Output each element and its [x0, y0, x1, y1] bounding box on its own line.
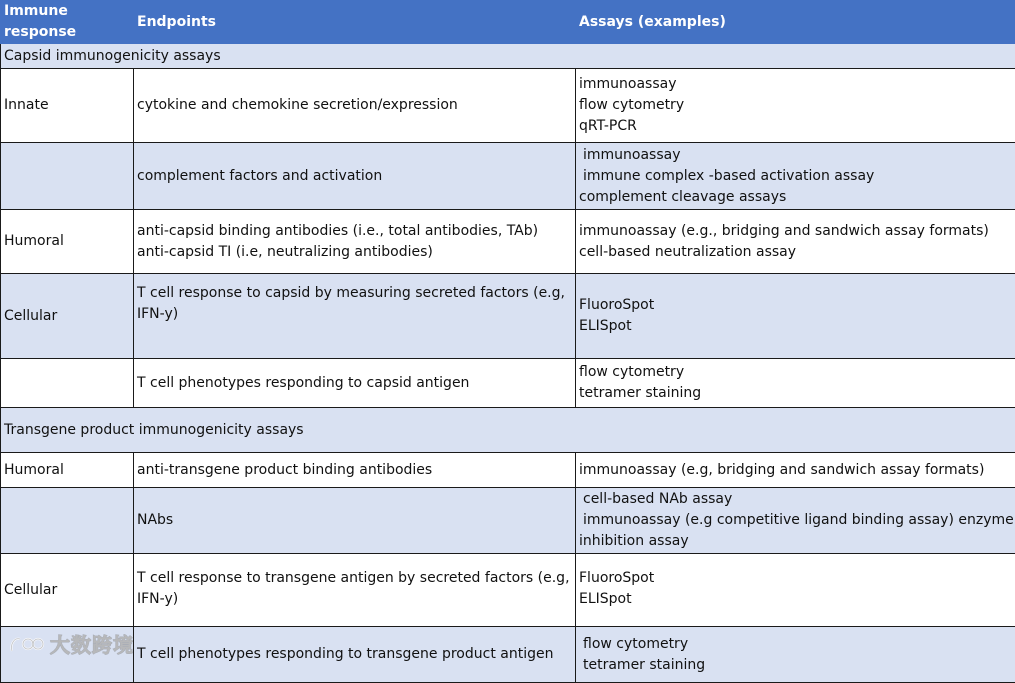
section-title: Transgene product immunogenicity assays: [1, 408, 1015, 453]
assay-line: cell-based NAb assay: [579, 489, 1012, 510]
assays-cell: [576, 488, 1015, 554]
assay-line: FluoroSpot: [579, 295, 1012, 316]
table-row: [1, 554, 1015, 627]
section-row-transgene: [1, 408, 1015, 453]
response-cell: Cellular: [1, 554, 134, 627]
endpoint-line: IFN-y): [137, 304, 572, 325]
assay-line: cell-based neutralization assay: [579, 242, 1012, 263]
table-row: [1, 274, 1015, 359]
assay-line: immunoassay: [579, 74, 1012, 95]
assay-line: qRT-PCR: [579, 116, 1012, 137]
endpoint-line: anti-transgene product binding antibodies: [137, 460, 572, 481]
endpoint-cell: [134, 359, 576, 408]
assay-line: tetramer staining: [579, 655, 1012, 676]
endpoint-cell: [134, 488, 576, 554]
header-endpoints: Endpoints: [134, 1, 576, 44]
table-row: [1, 69, 1015, 143]
assay-line: inhibition assay: [579, 531, 1012, 552]
assay-line: ELISpot: [579, 316, 1012, 337]
endpoint-line: T cell phenotypes responding to capsid antigen: [137, 373, 572, 394]
endpoint-cell: [134, 453, 576, 488]
assay-line: immune complex -based activation assay: [579, 166, 1012, 187]
endpoint-line: anti-capsid binding antibodies (i.e., total antibodies, TAb): [137, 221, 572, 242]
assay-line: tetramer staining: [579, 383, 1012, 404]
header-row: [1, 1, 1015, 44]
assays-cell: [576, 627, 1015, 683]
assay-line: ELISpot: [579, 589, 1012, 610]
table-row: [1, 143, 1015, 210]
watermark-logo-icon: [8, 633, 46, 655]
endpoint-cell: [134, 143, 576, 210]
response-cell: [1, 143, 134, 210]
assay-line: flow cytometry: [579, 634, 1012, 655]
assay-line: immunoassay (e.g competitive ligand binding assay) enzyme: [579, 510, 1012, 531]
assays-cell: [576, 69, 1015, 143]
assay-line: immunoassay: [579, 145, 1012, 166]
table-row: [1, 359, 1015, 408]
endpoint-line: cytokine and chemokine secretion/expression: [137, 95, 572, 116]
endpoint-line: T cell phenotypes responding to transgene product antigen: [137, 644, 572, 665]
section-title: Capsid immunogenicity assays: [1, 44, 1015, 69]
assay-line: immunoassay (e.g, bridging and sandwich assay formats): [579, 460, 1012, 481]
endpoint-line: T cell response to transgene antigen by secreted factors (e.g,: [137, 568, 572, 589]
table-row: [1, 210, 1015, 274]
assays-cell: [576, 143, 1015, 210]
assay-line: immunoassay (e.g., bridging and sandwich assay formats): [579, 221, 1012, 242]
endpoint-cell: [134, 69, 576, 143]
endpoint-line: T cell response to capsid by measuring secreted factors (e.g,: [137, 283, 572, 304]
endpoint-line: IFN-y): [137, 589, 572, 610]
response-cell: [1, 488, 134, 554]
endpoint-cell: [134, 627, 576, 683]
header-immune-response: Immune response: [1, 1, 134, 44]
section-row-capsid: [1, 44, 1015, 69]
endpoint-line: anti-capsid TI (i.e, neutralizing antibodies): [137, 242, 572, 263]
endpoint-line: complement factors and activation: [137, 166, 572, 187]
endpoint-cell: [134, 210, 576, 274]
assay-line: flow cytometry: [579, 95, 1012, 116]
assays-cell: [576, 274, 1015, 359]
endpoint-cell: [134, 274, 576, 359]
response-cell: [1, 359, 134, 408]
assays-cell: [576, 554, 1015, 627]
assays-cell: [576, 359, 1015, 408]
response-cell: Innate: [1, 69, 134, 143]
watermark: [8, 629, 134, 658]
assay-line: FluoroSpot: [579, 568, 1012, 589]
table-row: [1, 627, 1015, 683]
watermark-text: 大数跨境: [50, 629, 134, 658]
assays-cell: [576, 453, 1015, 488]
response-cell: Humoral: [1, 453, 134, 488]
table-row: [1, 488, 1015, 554]
table-row: [1, 453, 1015, 488]
response-cell: Humoral: [1, 210, 134, 274]
endpoint-cell: [134, 554, 576, 627]
assay-line: flow cytometry: [579, 362, 1012, 383]
header-assays: Assays (examples): [576, 1, 1015, 44]
endpoint-line: NAbs: [137, 510, 572, 531]
assay-line: complement cleavage assays: [579, 187, 1012, 208]
assays-cell: [576, 210, 1015, 274]
response-cell: Cellular: [1, 274, 134, 359]
